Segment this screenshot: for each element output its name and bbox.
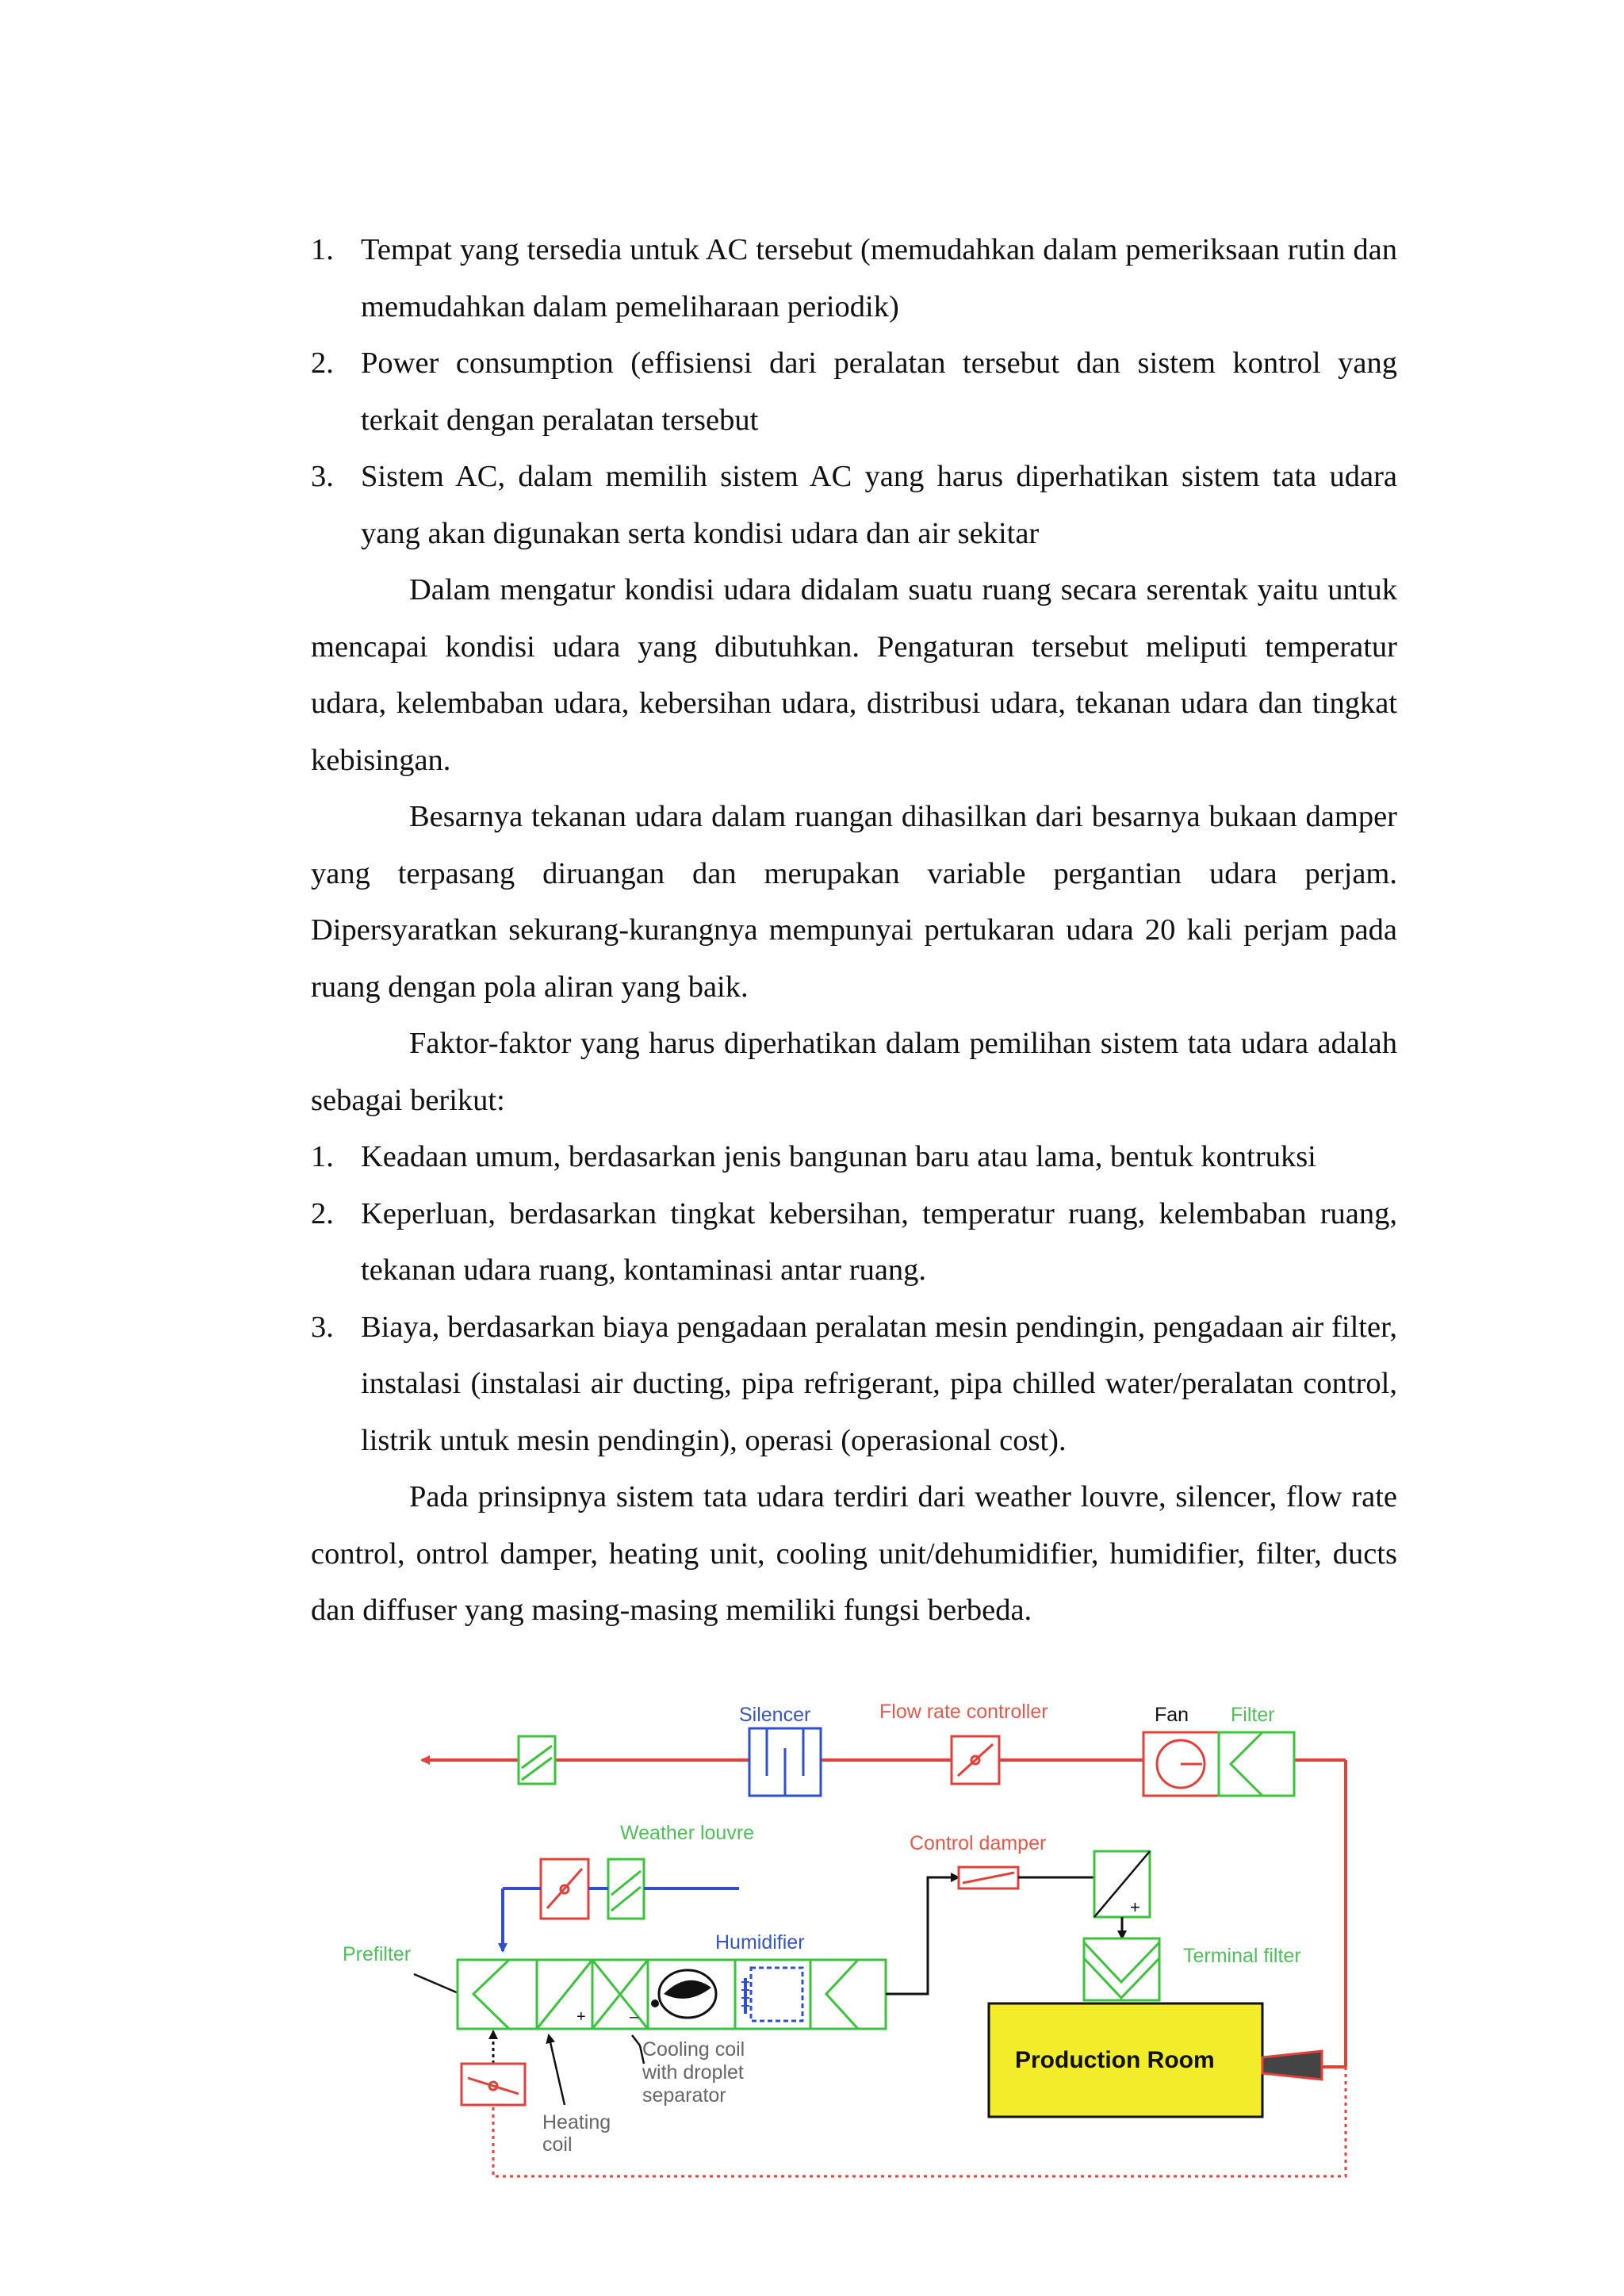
prefilter-label: Prefilter <box>343 1943 412 1965</box>
filter-icon <box>1219 1732 1294 1796</box>
document-body <box>311 222 1397 1640</box>
list-number: 1. <box>311 233 334 266</box>
svg-text:+: + <box>576 2008 586 2026</box>
fan-label: Fan <box>1155 1704 1189 1726</box>
paragraph-air-pressure: Besarnya tekanan udara dalam ruangan dihasilkan dari besarnya bukaan damper yang terpasang diruangan dan merupakan variable pergantian udara perjam. Dipersyaratkan sekurang-kurangnya mempunyai pertukaran udara 20 kali perjam pada ruang dengan pola aliran yang baik. <box>311 800 1397 1004</box>
paragraph-system-components: Pada prinsipnya sistem tata udara terdiri dari weather louvre, silencer, flow rate control, ontrol damper, heating unit, cooling unit/dehumidifier, humidifier, filter, ducts dan diffuser yang masing-masing memiliki fungsi berbeda. <box>311 1480 1397 1627</box>
outlet-filter-section <box>810 1960 886 2029</box>
list-item <box>311 1186 1397 1299</box>
terminal-filter-icon <box>1084 1938 1159 2000</box>
cooling-coil-section <box>592 1960 648 2029</box>
silencer-icon <box>749 1728 821 1796</box>
list-number: 3. <box>311 460 334 493</box>
list-item <box>311 222 1397 335</box>
list-number: 1. <box>311 1140 334 1173</box>
heating-coil-label-line2: coil <box>542 2133 573 2156</box>
svg-text:+: + <box>1130 1897 1140 1917</box>
paragraph-factors-intro: Faktor-faktor yang harus diperhatikan dalam pemilihan sistem tata udara adalah sebagai berikut: <box>311 1027 1397 1117</box>
intake-flow-controller-icon <box>541 1859 588 1919</box>
flow-rate-controller-label: Flow rate controller <box>879 1701 1048 1723</box>
weather-louvre-label: Weather louvre <box>620 1822 755 1844</box>
ordered-list-considerations <box>311 222 1397 562</box>
heating-coil-pointer <box>549 2035 565 2105</box>
list-item <box>311 1129 1397 1186</box>
production-room <box>989 2003 1262 2117</box>
humidifier-section <box>735 1960 810 2029</box>
list-text: Tempat yang tersedia untuk AC tersebut (memudahkan dalam pemeriksaan rutin dan memudahkan dalam pemeliharaan periodik) <box>361 233 1397 323</box>
list-item <box>311 335 1397 449</box>
humidifier-label: Humidifier <box>715 1931 805 1954</box>
list-item <box>311 1299 1397 1470</box>
supply-line <box>886 1877 959 1994</box>
recirculation-damper-icon <box>462 2064 525 2105</box>
list-text: Sistem AC, dalam memilih sistem AC yang harus diperhatikan sistem tata udara yang akan digunakan serta kondisi udara dan air sekitar <box>361 460 1397 550</box>
fan-icon <box>1143 1732 1219 1796</box>
ordered-list-factors <box>311 1129 1397 1469</box>
cooling-coil-label-line2: with droplet <box>642 2061 744 2084</box>
paragraph-air-conditions: Dalam mengatur kondisi udara didalam suatu ruang secara serentak yaitu untuk mencapai kondisi udara yang dibutuhkan. Pengaturan tersebut meliputi temperatur udara, kelembaban udara, kebersihan udara, distribusi udara, tekanan udara dan tingkat kebisingan. <box>311 573 1397 777</box>
cooling-coil-label-line1: Cooling coil <box>642 2038 745 2061</box>
return-grille-icon <box>1262 2051 1322 2080</box>
list-text: Keperluan, berdasarkan tingkat kebersihan, temperatur ruang, kelembaban ruang, tekanan udara ruang, kontaminasi antar ruang. <box>361 1196 1397 1287</box>
cooling-coil-pointer <box>632 2035 640 2045</box>
list-item <box>311 449 1397 562</box>
air-handling-unit <box>458 1960 886 2029</box>
heating-coil-label-line1: Heating <box>542 2111 611 2133</box>
cooling-coil-label-line3: separator <box>642 2084 726 2107</box>
list-text: Biaya, berdasarkan biaya pengadaan peralatan mesin pendingin, pengadaan air filter, instalasi (instalasi air ducting, pipa refrigerant, pipa chilled water/peralatan control, listrik untuk mesin pendingin), operasi (operasional cost). <box>361 1310 1397 1457</box>
control-damper-icon <box>959 1867 1018 1888</box>
control-damper-label: Control damper <box>910 1832 1047 1854</box>
flow-rate-controller-icon <box>952 1736 999 1784</box>
terminal-filter-label: Terminal filter <box>1183 1945 1301 1967</box>
list-number: 2. <box>311 1196 334 1230</box>
svg-text:–: – <box>630 2008 639 2026</box>
terminal-coil-icon <box>1094 1851 1150 1917</box>
hvac-system-diagram <box>311 1693 1397 2200</box>
list-text: Power consumption (effisiensi dari peralatan tersebut dan sistem kontrol yang terkait dengan peralatan tersebut <box>361 346 1397 437</box>
weather-louvre-icon <box>608 1859 644 1919</box>
heating-coil-section <box>537 1960 592 2029</box>
list-number: 2. <box>311 346 334 380</box>
silencer-label: Silencer <box>739 1704 811 1726</box>
list-text: Keadaan umum, berdasarkan jenis bangunan baru atau lama, bentuk kontruksi <box>361 1140 1316 1173</box>
prefilter-section <box>458 1960 537 2029</box>
production-room-label: Production Room <box>1015 2047 1215 2073</box>
fan-section <box>648 1960 735 2029</box>
exhaust-louvre <box>519 1736 555 1784</box>
filter-label: Filter <box>1231 1704 1275 1726</box>
list-number: 3. <box>311 1310 334 1344</box>
